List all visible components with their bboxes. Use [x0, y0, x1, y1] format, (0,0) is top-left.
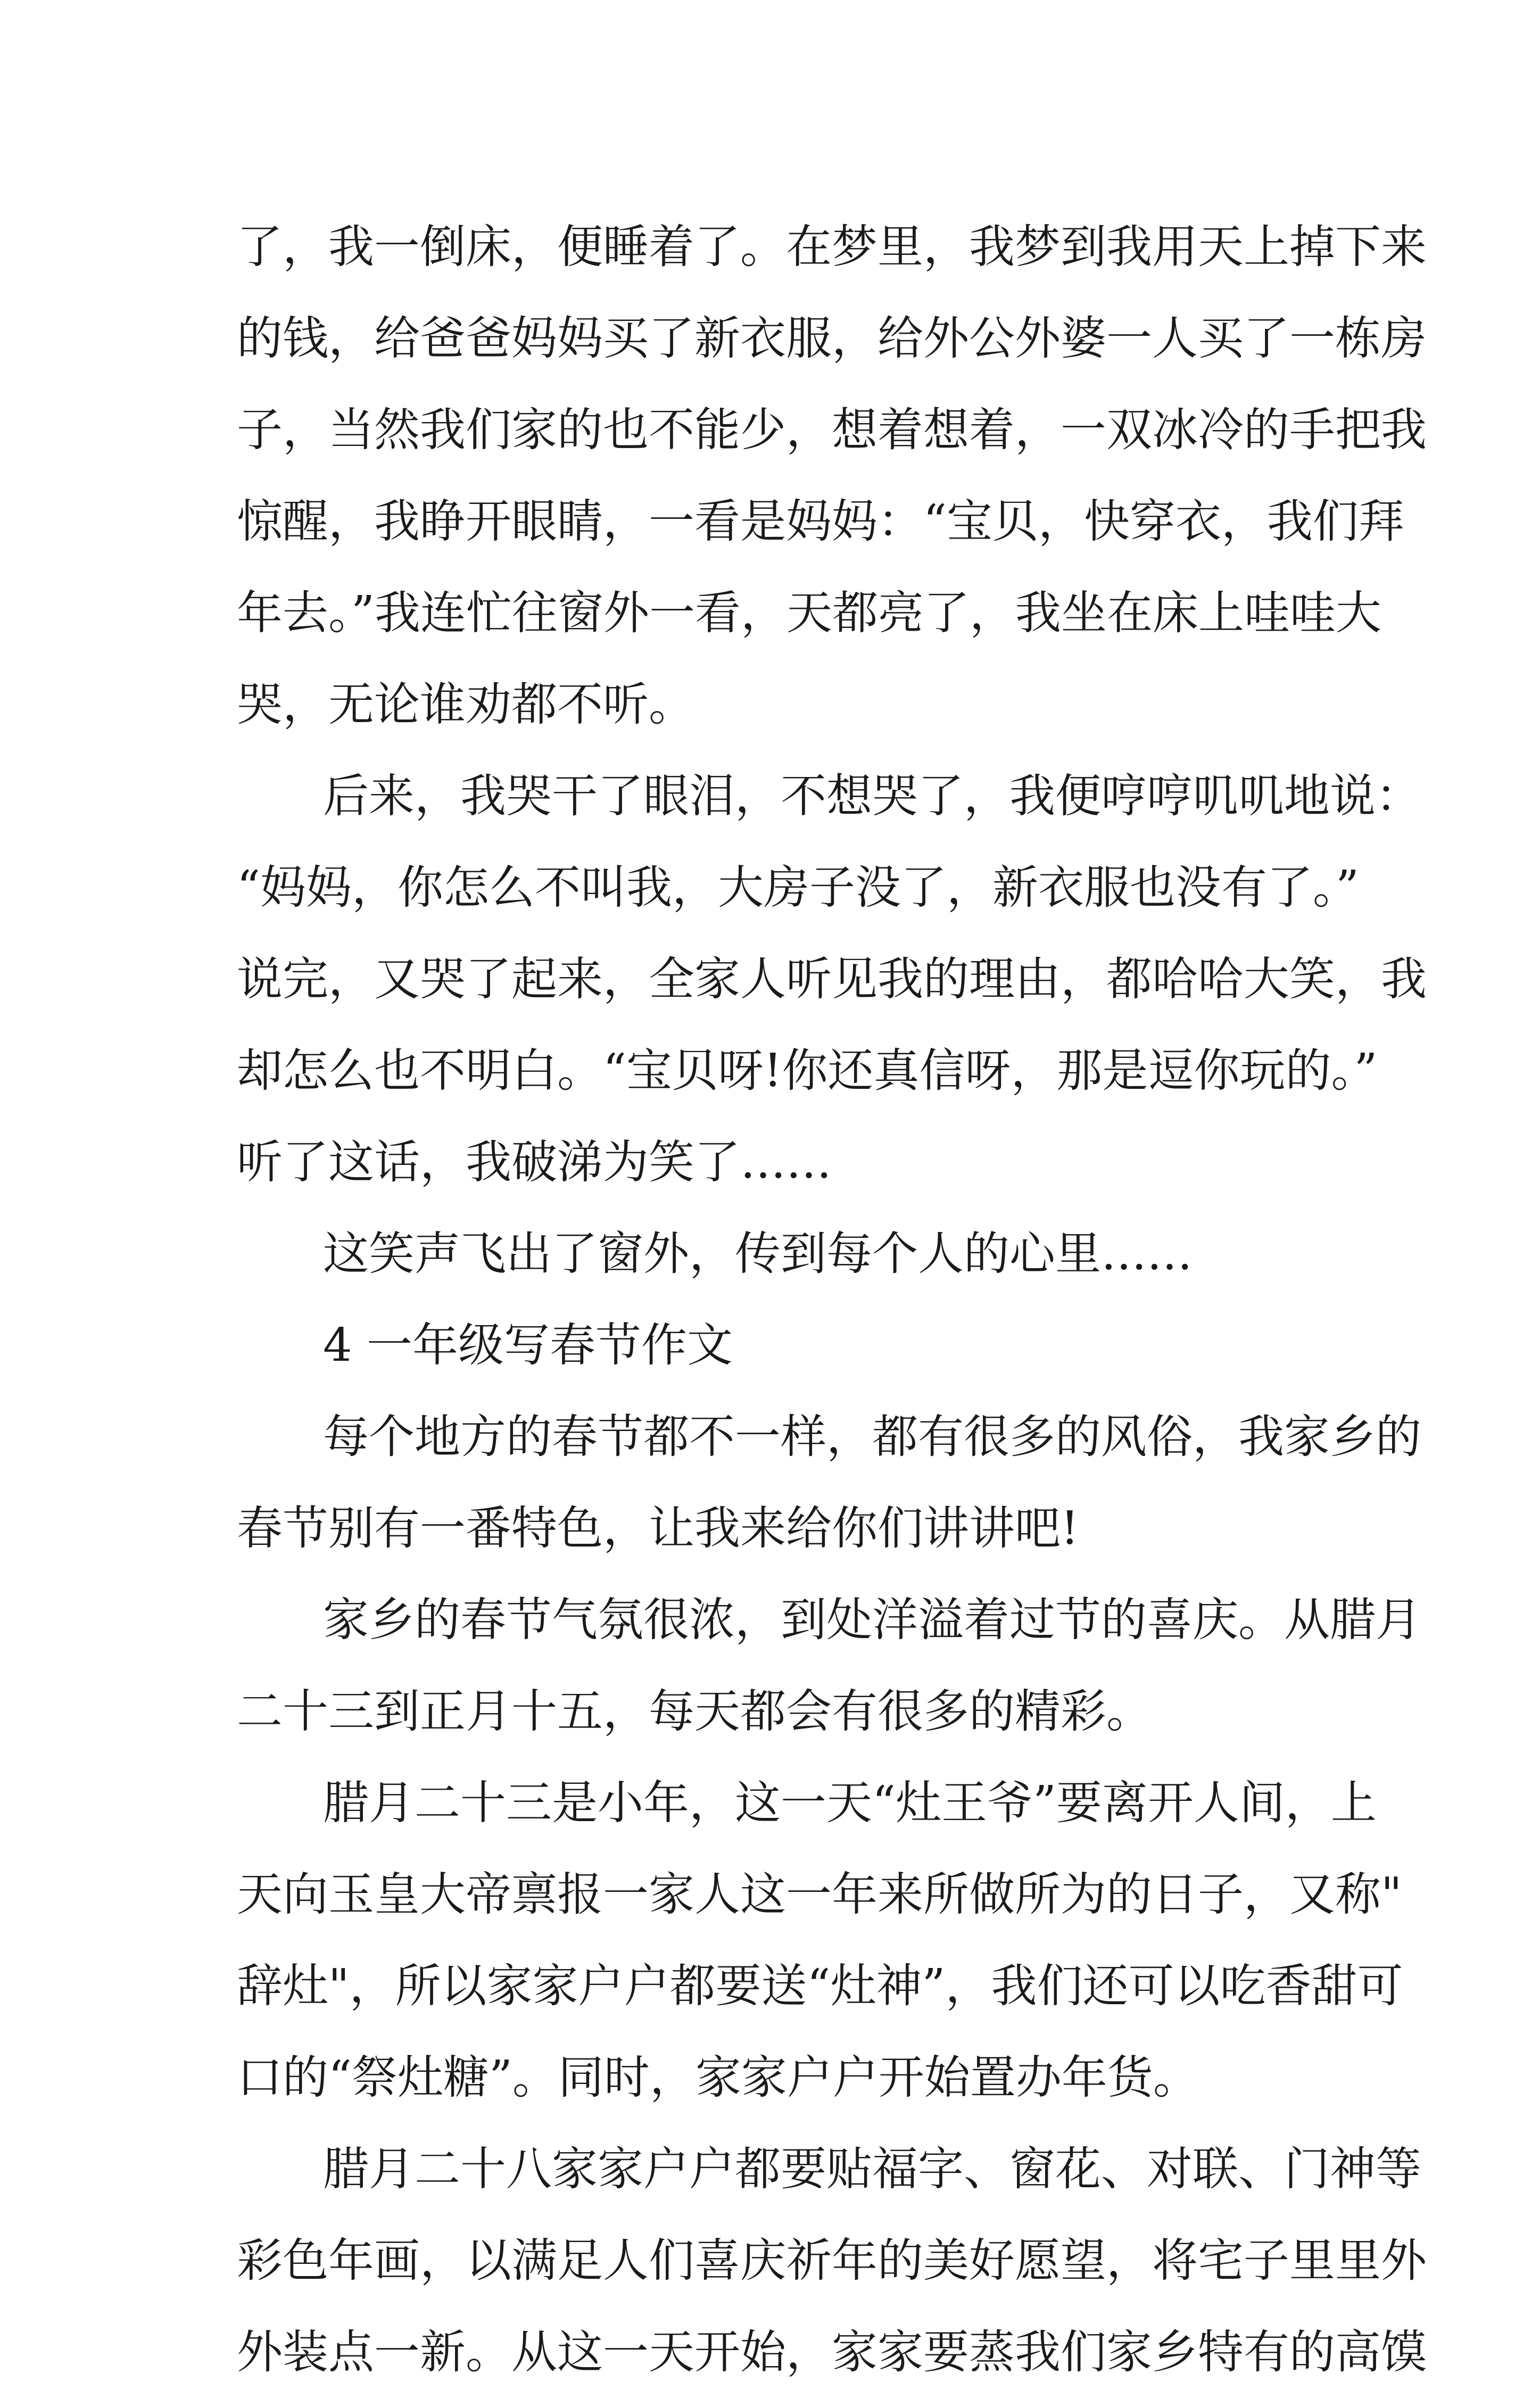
paragraph	[237, 750, 1427, 1208]
text-line: 了，我一倒床，便睡着了。在梦里，我梦到我用天上掉下来	[237, 220, 1427, 274]
document-body	[237, 201, 1427, 2398]
text-line: 却怎么也不明白。“宝贝呀!你还真信呀，那是逗你玩的。”	[237, 1044, 1378, 1097]
text-line: 二十三到正月十五，每天都会有很多的精彩。	[237, 1685, 1152, 1738]
text-line: 每个地方的春节都不一样，都有很多的风俗，我家乡的	[323, 1410, 1421, 1463]
text-line: 这笑声飞出了窗外，传到每个人的心里……	[323, 1227, 1193, 1280]
text-line: 腊月二十三是小年，这一天“灶王爷”要离开人间，上	[323, 1776, 1377, 1830]
text-line: 家乡的春节气氛很浓，到处洋溢着过节的喜庆。从腊月	[323, 1593, 1421, 1647]
text-line: 年去。”我连忙往窗外一看，天都亮了，我坐在床上哇哇大	[237, 586, 1381, 640]
section-heading	[237, 1300, 1317, 1391]
text-line: 子，当然我们家的也不能少，想着想着，一双冰冷的手把我	[237, 403, 1427, 457]
text-line: 辞灶"，所以家家户户都要送“灶神”，我们还可以吃香甜可	[237, 1959, 1403, 2013]
text-line: 惊醒，我睁开眼睛，一看是妈妈：“宝贝，快穿衣，我们拜	[237, 495, 1404, 548]
text-line: 春节别有一番特色，让我来给你们讲讲吧!	[237, 1502, 1079, 1555]
heading-text: 4 一年级写春节作文	[323, 1319, 733, 1372]
text-line: 腊月二十八家家户户都要贴福字、窗花、对联、门神等	[323, 2143, 1421, 2196]
paragraph	[237, 1757, 1403, 2123]
paragraph	[237, 1208, 1317, 1300]
text-line: “妈妈，你怎么不叫我，大房子没了，新衣服也没有了。”	[237, 861, 1359, 914]
text-line: 听了这话，我破涕为笑了……	[237, 1136, 832, 1189]
text-line: 口的“祭灶糖”。同时，家家户户开始置办年货。	[237, 2051, 1199, 2104]
paragraph	[237, 1574, 1421, 1757]
paragraph	[237, 1391, 1421, 1574]
paragraph	[237, 201, 1427, 750]
text-line: 天向玉皇大帝禀报一家人这一年来所做所为的日子，又称"	[237, 1868, 1402, 1921]
text-line: 说完，又哭了起来，全家人听见我的理由，都哈哈大笑，我	[237, 953, 1427, 1006]
text-line: 哭，无论谁劝都不听。	[237, 678, 694, 731]
text-line: 外装点一新。从这一天开始，家家要蒸我们家乡特有的高馍	[237, 2326, 1427, 2379]
text-line: 彩色年画，以满足人们喜庆祈年的美好愿望，将宅子里里外	[237, 2234, 1427, 2287]
paragraph	[237, 2123, 1427, 2398]
text-line: 的钱，给爸爸妈妈买了新衣服，给外公外婆一人买了一栋房	[237, 312, 1427, 365]
text-line: 后来，我哭干了眼泪，不想哭了，我便哼哼叽叽地说：	[323, 770, 1421, 823]
